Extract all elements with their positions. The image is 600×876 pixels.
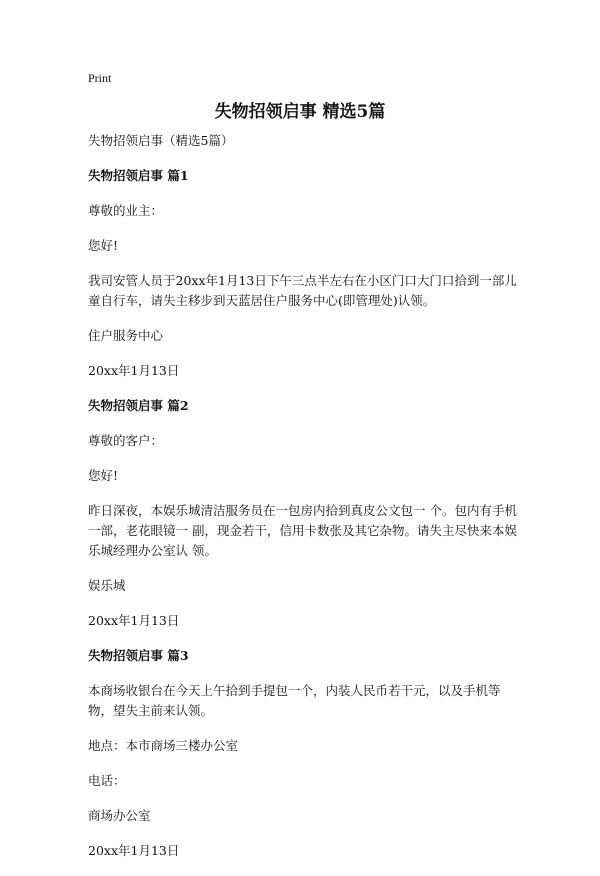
section-2-body: 昨日深夜，本娱乐城清洁服务员在一包房内拾到真皮公文包一 个。包内有手机一部，老花眼镜一 副，现金若干，信用卡数张及其它杂物。请失主尽快来本娱乐城经理办公室认 领。 — [88, 503, 517, 558]
section-3-body: 本商场收银台在今天上午拾到手提包一个，内装人民币若干元，以及手机等物，望失主前来认领。 — [88, 683, 501, 718]
section-1-salutation: 尊敬的业主： — [88, 203, 164, 218]
section-2-salutation: 尊敬的客户： — [88, 433, 164, 448]
section-heading-1: 失物招领启事 篇1 — [88, 168, 189, 183]
print-label[interactable]: Print — [88, 71, 112, 85]
section-3-phone: 电话： — [88, 773, 126, 788]
section-heading-3: 失物招领启事 篇3 — [88, 648, 189, 663]
document-content — [88, 131, 518, 876]
section-heading-2: 失物招领启事 篇2 — [88, 398, 189, 413]
section-1-greeting: 您好! — [88, 238, 119, 253]
page-title: 失物招领启事 精选5篇 — [214, 102, 386, 122]
section-2-date: 20xx年1月13日 — [88, 613, 180, 628]
section-2-signature: 娱乐城 — [88, 578, 126, 593]
section-1-signature: 住户服务中心 — [88, 328, 164, 343]
section-2-greeting: 您好! — [88, 468, 119, 483]
section-1-body: 我司安管人员于20xx年1月13日下午三点半左右在小区门口大门口拾到一部儿童自行车，请失主移步到天蓝居住户服务中心(即管理处)认领。 — [88, 273, 517, 308]
section-1-date: 20xx年1月13日 — [88, 363, 180, 378]
section-3-date: 20xx年1月13日 — [88, 843, 180, 858]
document-subtitle: 失物招领启事（精选5篇） — [88, 133, 234, 148]
section-3-location: 地点：本市商场三楼办公室 — [88, 738, 239, 753]
section-3-signature: 商场办公室 — [88, 808, 151, 823]
